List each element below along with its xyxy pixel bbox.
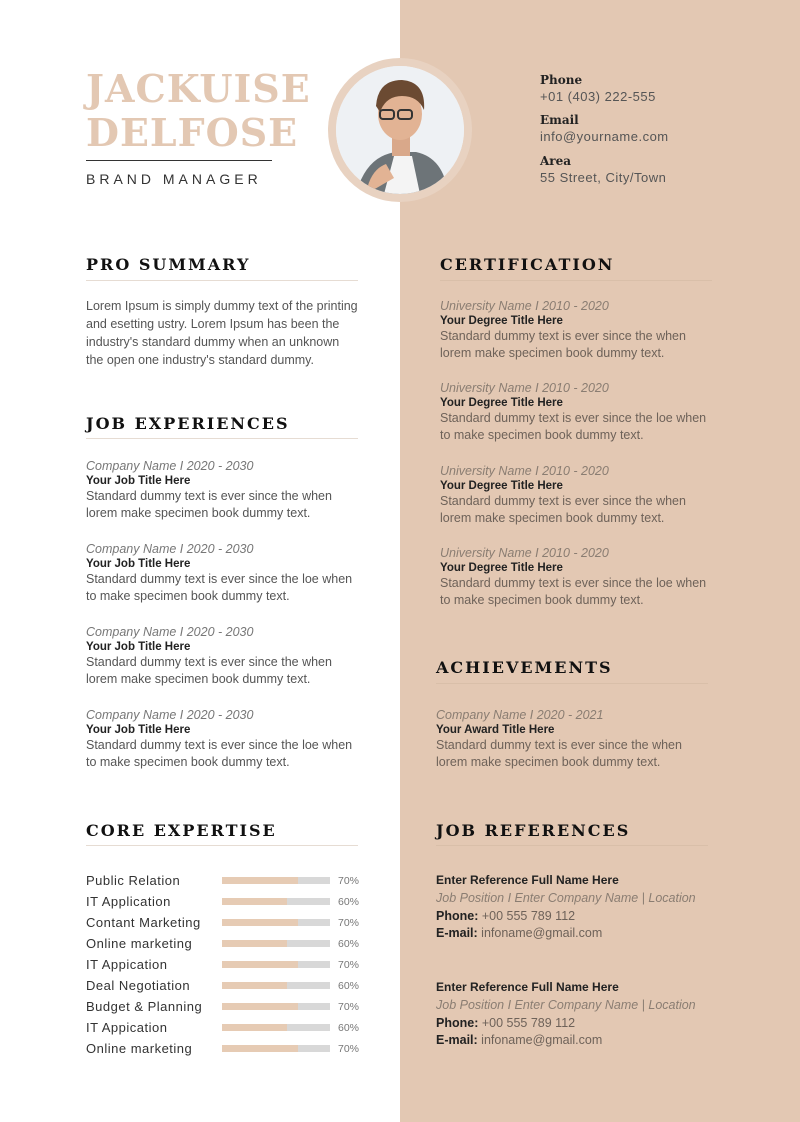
skill-name: IT Appication — [86, 957, 168, 972]
experience-item — [86, 459, 376, 522]
experience-desc: lorem make specimen book dummy text. — [86, 672, 311, 686]
summary-line: Lorem Ipsum is simply dummy text of the printing — [86, 299, 358, 313]
skill-bar — [222, 898, 330, 905]
skill-name: Online marketing — [86, 1041, 193, 1056]
skill-name: IT Application — [86, 894, 171, 909]
expertise-divider — [86, 845, 358, 846]
certification-desc: lorem make specimen book dummy text. — [440, 346, 665, 360]
summary-heading: PRO SUMMARY — [86, 255, 251, 274]
summary-line: and esetting ustry. Lorem Ipsum has been the — [86, 317, 340, 331]
reference-name: Enter Reference Full Name Here — [436, 873, 619, 887]
experience-heading: JOB EXPERIENCES — [86, 414, 290, 433]
certification-title: Your Degree Title Here — [440, 397, 563, 409]
skill-percent: 60% — [338, 1022, 360, 1034]
skill-bar-fill — [222, 919, 298, 926]
references-divider — [436, 845, 708, 846]
achievement-desc: Standard dummy text is ever since the when — [436, 738, 682, 752]
skill-name: Contant Marketing — [86, 915, 201, 930]
certification-item — [440, 546, 740, 609]
certification-desc: Standard dummy text is ever since the loe when — [440, 411, 707, 425]
experience-divider — [86, 438, 358, 439]
phone-label: Phone — [540, 73, 583, 87]
reference-phone-label: Phone: — [436, 909, 479, 923]
experience-meta: Company Name I 2020 - 2030 — [86, 625, 254, 639]
experience-desc: lorem make specimen book dummy text. — [86, 506, 311, 520]
achievement-title: Your Award Title Here — [436, 724, 555, 736]
experience-desc: Standard dummy text is ever since the loe when — [86, 738, 353, 752]
certification-desc: Standard dummy text is ever since the when — [440, 494, 686, 508]
skill-percent: 60% — [338, 896, 360, 908]
skill-name: Online marketing — [86, 936, 193, 951]
reference-email — [436, 1033, 756, 1047]
experience-title: Your Job Title Here — [86, 724, 191, 736]
reference-phone-value: +00 555 789 112 — [481, 1016, 576, 1030]
experience-desc: Standard dummy text is ever since the loe when — [86, 572, 353, 586]
skill-bar — [222, 1045, 330, 1052]
certification-title: Your Degree Title Here — [440, 315, 563, 327]
experience-title: Your Job Title Here — [86, 641, 191, 653]
reference-item — [436, 980, 756, 1047]
email-label: Email — [540, 113, 579, 127]
experience-item — [86, 542, 376, 605]
achievements-divider — [436, 683, 708, 684]
certification-item — [440, 381, 740, 444]
skill-bar-fill — [222, 961, 298, 968]
reference-email-value: infoname@gmail.com — [481, 926, 603, 940]
portrait-photo-icon — [336, 66, 464, 194]
reference-position: Job Position I Enter Company Name | Location — [436, 891, 696, 905]
summary-line: the open one industry's standard dummy. — [86, 353, 314, 367]
certification-item — [440, 299, 740, 362]
certification-heading: CERTIFICATION — [440, 255, 615, 274]
skill-percent: 70% — [338, 959, 360, 971]
skill-bar-fill — [222, 1045, 298, 1052]
skill-bar-fill — [222, 1024, 287, 1031]
skill-bar-fill — [222, 940, 287, 947]
reference-email-value: infoname@gmail.com — [481, 1033, 603, 1047]
experience-desc: Standard dummy text is ever since the when — [86, 489, 332, 503]
reference-phone — [436, 1016, 756, 1030]
reference-position: Job Position I Enter Company Name | Location — [436, 998, 696, 1012]
certification-desc: lorem make specimen book dummy text. — [440, 511, 665, 525]
reference-email-label: E-mail: — [436, 926, 478, 940]
expertise-heading: CORE EXPERTISE — [86, 821, 277, 840]
area-value: 55 Street, City/Town — [540, 170, 667, 185]
reference-name: Enter Reference Full Name Here — [436, 980, 619, 994]
reference-email — [436, 926, 756, 940]
reference-phone — [436, 909, 756, 923]
certification-title: Your Degree Title Here — [440, 562, 563, 574]
experience-meta: Company Name I 2020 - 2030 — [86, 542, 254, 556]
achievement-desc: lorem make specimen book dummy text. — [436, 755, 661, 769]
phone-value: +01 (403) 222-555 — [540, 89, 656, 104]
references-heading: JOB REFERENCES — [436, 821, 631, 840]
reference-email-label: E-mail: — [436, 1033, 478, 1047]
skill-bar-fill — [222, 982, 287, 989]
experience-item — [86, 625, 376, 688]
certification-meta: University Name I 2010 - 2020 — [440, 299, 609, 313]
skill-percent: 70% — [338, 875, 360, 887]
experience-item — [86, 708, 376, 771]
summary-line: industry's standard dummy when an unknown — [86, 335, 340, 349]
certification-item — [440, 464, 740, 527]
skill-name: Budget & Planning — [86, 999, 203, 1014]
skill-percent: 60% — [338, 938, 360, 950]
summary-divider — [86, 280, 358, 281]
profile-photo — [336, 66, 464, 194]
skill-bar — [222, 1024, 330, 1031]
achievement-item — [436, 708, 736, 771]
skill-bar — [222, 1003, 330, 1010]
skill-name: Public Relation — [86, 873, 181, 888]
skill-percent: 70% — [338, 917, 360, 929]
experience-desc: to make specimen book dummy text. — [86, 755, 290, 769]
certification-desc: to make specimen book dummy text. — [440, 428, 644, 442]
skill-bar — [222, 940, 330, 947]
experience-title: Your Job Title Here — [86, 475, 191, 487]
achievements-heading: ACHIEVEMENTS — [436, 658, 613, 677]
name-divider — [86, 160, 272, 161]
certification-title: Your Degree Title Here — [440, 480, 563, 492]
experience-desc: Standard dummy text is ever since the when — [86, 655, 332, 669]
email-value: info@yourname.com — [540, 129, 669, 144]
reference-item — [436, 873, 756, 940]
job-role: BRAND MANAGER — [86, 171, 262, 187]
last-name: DELFOSE — [86, 110, 299, 155]
certification-divider — [440, 280, 712, 281]
skill-percent: 70% — [338, 1001, 360, 1013]
skill-bar — [222, 877, 330, 884]
certification-meta: University Name I 2010 - 2020 — [440, 546, 609, 560]
skill-percent: 60% — [338, 980, 360, 992]
summary-text — [86, 297, 376, 369]
skill-name: Deal Negotiation — [86, 978, 191, 993]
experience-title: Your Job Title Here — [86, 558, 191, 570]
certification-desc: Standard dummy text is ever since the loe when — [440, 576, 707, 590]
skill-bar — [222, 982, 330, 989]
experience-meta: Company Name I 2020 - 2030 — [86, 459, 254, 473]
skill-bar — [222, 961, 330, 968]
skill-name: IT Appication — [86, 1020, 168, 1035]
experience-desc: to make specimen book dummy text. — [86, 589, 290, 603]
skill-bar-fill — [222, 1003, 298, 1010]
skill-bar — [222, 919, 330, 926]
experience-meta: Company Name I 2020 - 2030 — [86, 708, 254, 722]
skill-bar-fill — [222, 898, 287, 905]
first-name: JACKUISE — [86, 66, 311, 111]
skill-percent: 70% — [338, 1043, 360, 1055]
achievement-meta: Company Name I 2020 - 2021 — [436, 708, 604, 722]
area-label: Area — [540, 154, 572, 168]
certification-desc: to make specimen book dummy text. — [440, 593, 644, 607]
certification-meta: University Name I 2010 - 2020 — [440, 464, 609, 478]
certification-meta: University Name I 2010 - 2020 — [440, 381, 609, 395]
skill-bar-fill — [222, 877, 298, 884]
reference-phone-label: Phone: — [436, 1016, 479, 1030]
certification-desc: Standard dummy text is ever since the when — [440, 329, 686, 343]
reference-phone-value: +00 555 789 112 — [481, 909, 576, 923]
